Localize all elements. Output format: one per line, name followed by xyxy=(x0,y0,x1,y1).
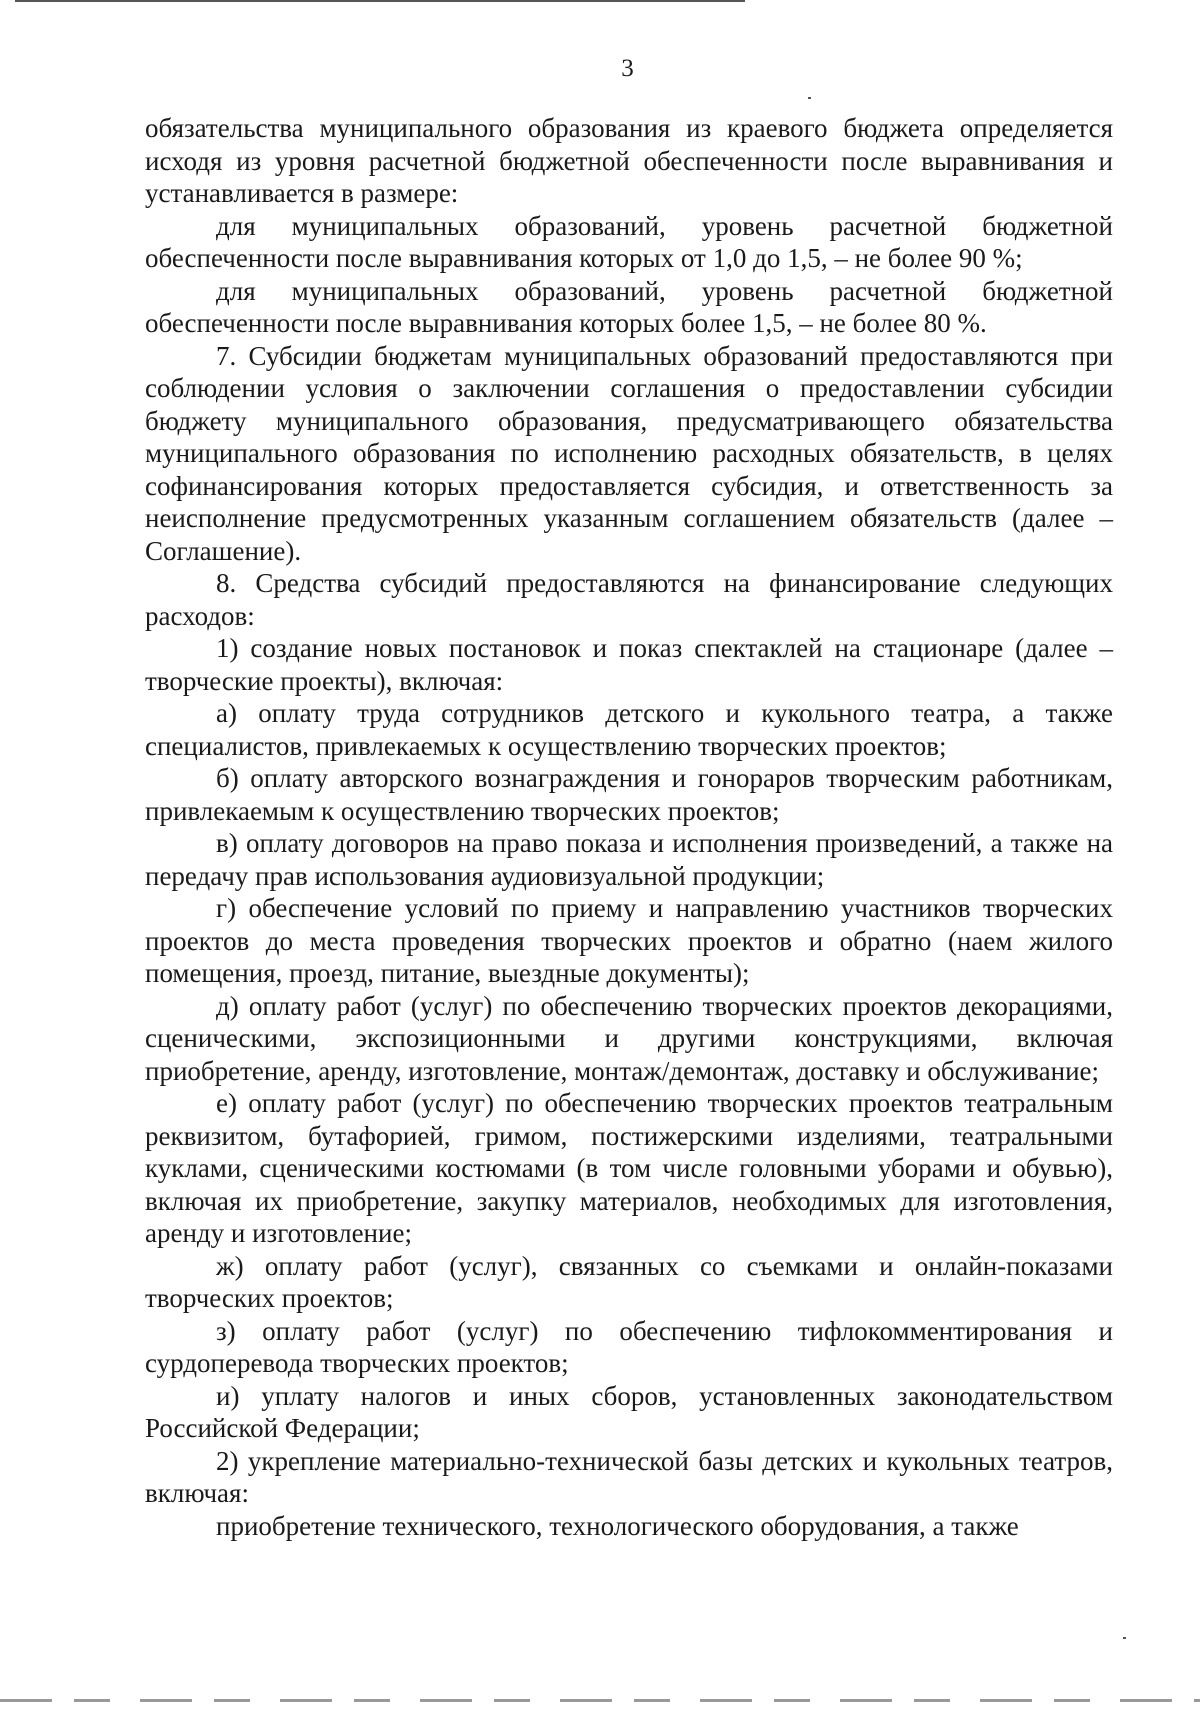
paragraph-rate-80: для муниципальных образований, уровень расчетной бюджетной обеспеченности после выравнивания которых более 1,5, – не более 80 %. xyxy=(145,275,1113,338)
paragraph-subitem-e: е) оплату работ (услуг) по обеспечению творческих проектов театральным реквизитом, бутафорией, гримом, постижерскими изделиями, театральными куклами, сценическими костюмами (в том числе головными уборами и обувью), включая их приобретение, закупку материалов, необходимых для изготовления, аренду и изготовление; xyxy=(145,1088,1113,1248)
paragraph-clause-7: 7. Субсидии бюджетам муниципальных образований предоставляются при соблюдении условия о заключении соглашения о предоставлении субсидии бюджету муниципального образования, предусматривающего обязательства муниципального образования по исполнению расходных обязательств, в целях софинансирования которых предоставляется субсидия, и ответственность за неисполнение предусмотренных указанным соглашением обязательств (далее – Соглашение). xyxy=(145,340,1113,566)
paragraph-subitem-zh: ж) оплату работ (услуг), связанных со съемками и онлайн-показами творческих проектов; xyxy=(145,1250,1113,1313)
paragraph-subitem-z: з) оплату работ (услуг) по обеспечению тифлокомментирования и сурдоперевода творческих проектов; xyxy=(145,1315,1113,1378)
page-number-container xyxy=(0,55,1200,83)
document-body xyxy=(145,112,1113,1542)
paragraph-subitem-b: б) оплату авторского вознаграждения и гонораров творческим работникам, привлекаемым к осуществлению творческих проектов; xyxy=(145,763,1113,826)
bottom-scan-marks xyxy=(0,1699,1200,1702)
paragraph-rate-90: для муниципальных образований, уровень расчетной бюджетной обеспеченности после выравнивания которых от 1,0 до 1,5, – не более 90 %; xyxy=(145,210,1113,273)
paragraph-subitem-v: в) оплату договоров на право показа и исполнения произведений, а также на передачу прав использования аудиовизуальной продукции; xyxy=(145,828,1113,891)
paragraph-continuation: обязательства муниципального образования из краевого бюджета определяется исходя из уровня расчетной бюджетной обеспеченности после выравнивания и устанавливается в размере: xyxy=(145,113,1113,208)
paragraph-item-2: 2) укрепление материально-технической базы детских и кукольных театров, включая: xyxy=(145,1445,1113,1508)
paragraph-subitem-g: г) обеспечение условий по приему и направлению участников творческих проектов до места проведения творческих проектов и обратно (наем жилого помещения, проезд, питание, выездные документы); xyxy=(145,893,1113,988)
top-scan-rule xyxy=(15,0,745,2)
scan-speck xyxy=(1123,1637,1126,1639)
page-number: 3 xyxy=(621,55,634,82)
paragraph-clause-8: 8. Средства субсидий предоставляются на финансирование следующих расходов: xyxy=(145,568,1113,631)
paragraph-subitem-d: д) оплату работ (услуг) по обеспечению творческих проектов декорациями, сценическими, экспозиционными и другими конструкциями, включая приобретение, аренду, изготовление, монтаж/демонтаж, доставку и обслуживание; xyxy=(145,990,1113,1086)
scan-speck xyxy=(808,97,811,99)
paragraph-subitem-i: и) уплату налогов и иных сборов, установленных законодательством Российской Федерации; xyxy=(145,1380,1113,1443)
paragraph-subitem-a: а) оплату труда сотрудников детского и кукольного театра, а также специалистов, привлекаемых к осуществлению творческих проектов; xyxy=(145,698,1113,761)
paragraph-item-1: 1) создание новых постановок и показ спектаклей на стационаре (далее – творческие проекты), включая: xyxy=(145,633,1113,696)
paragraph-item-2-continuation: приобретение технического, технологического оборудования, а также xyxy=(216,1510,1019,1541)
